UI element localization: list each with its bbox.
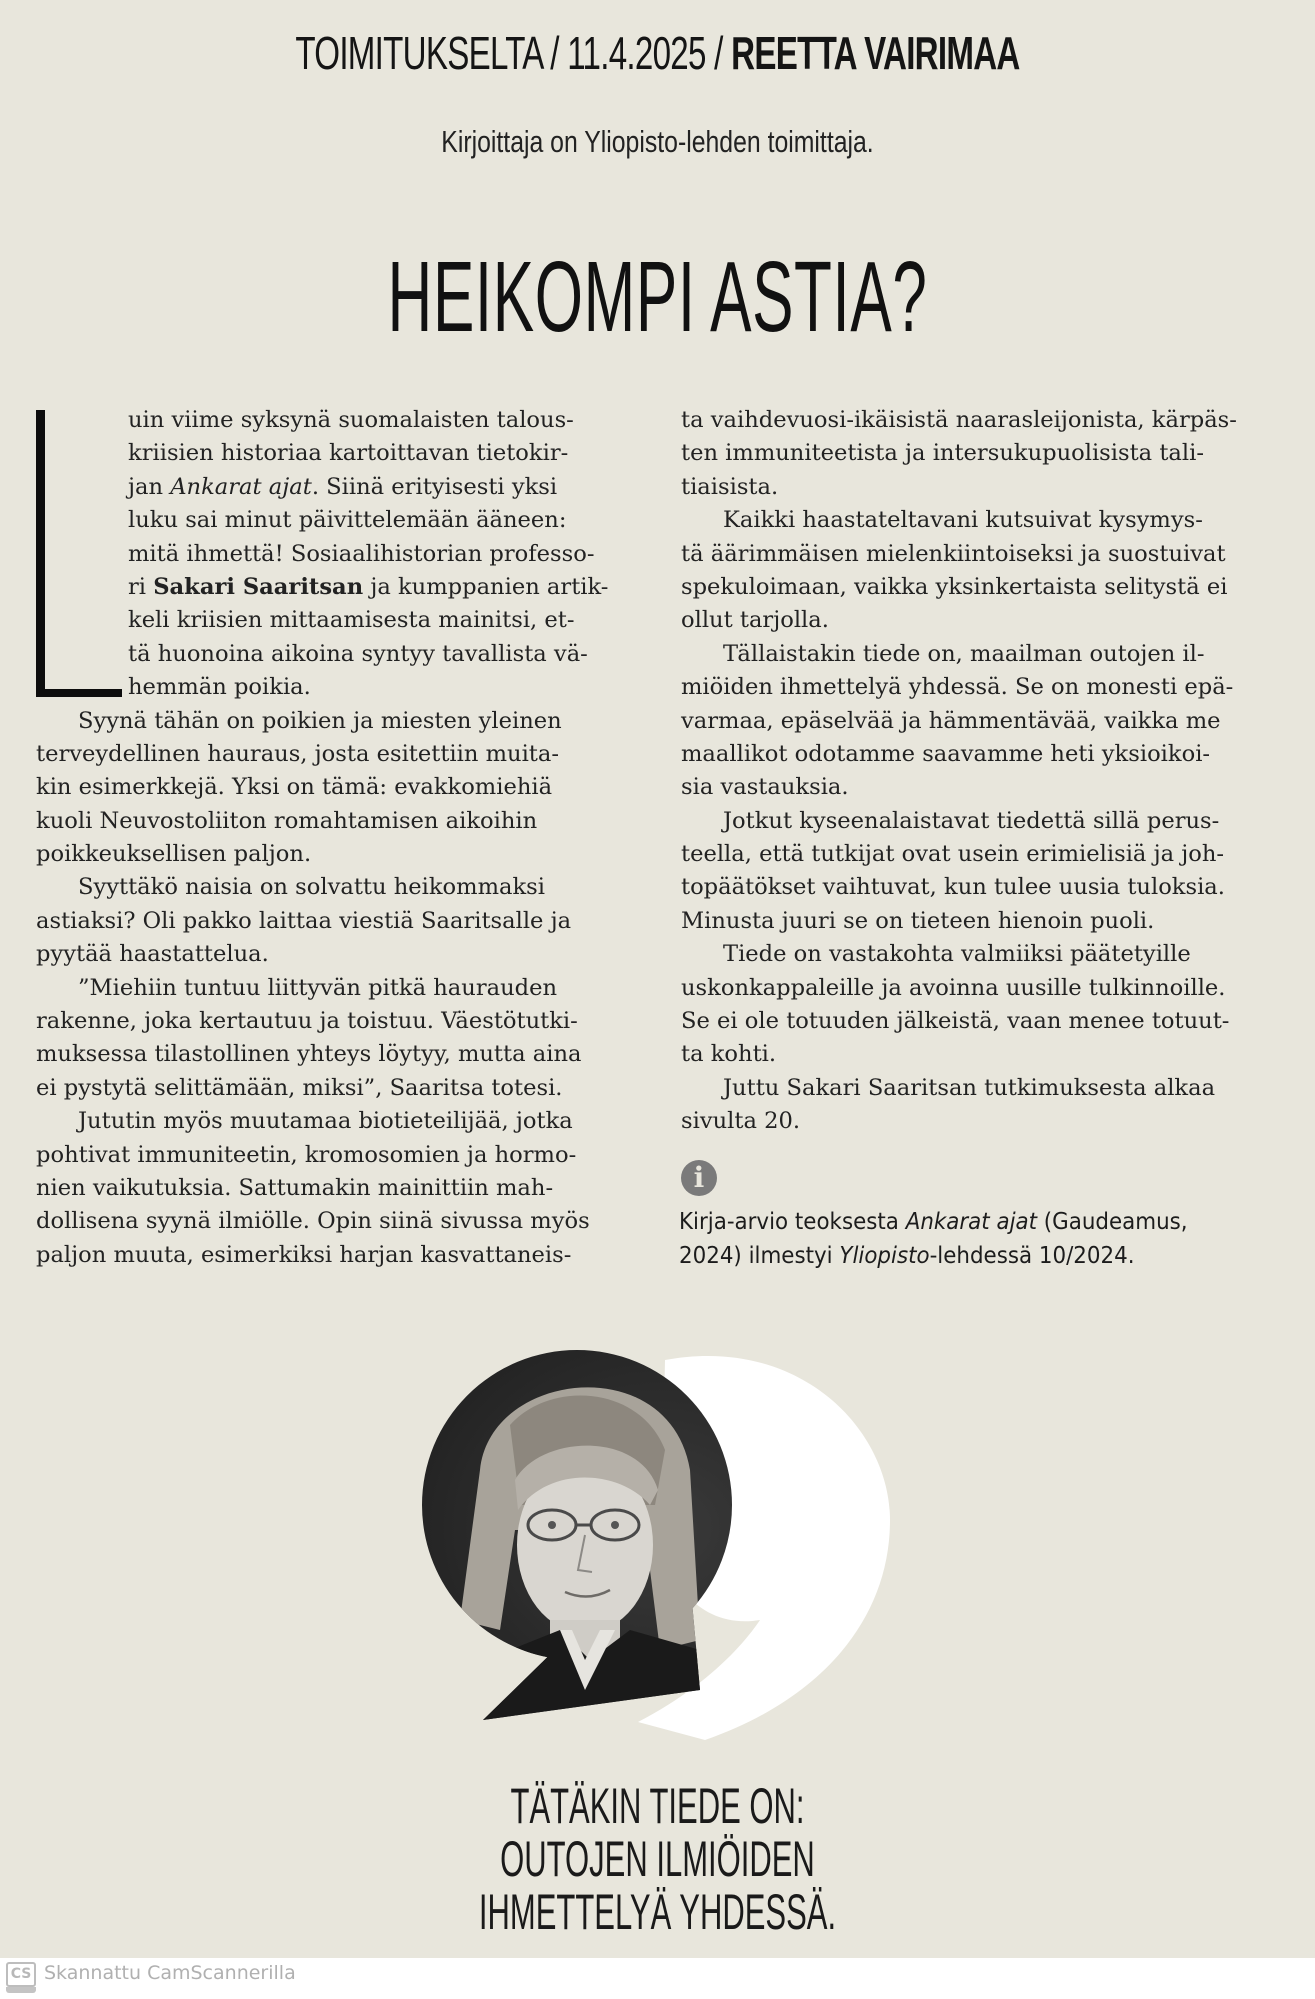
text-line: spekuloimaan, vaikka yksinkertaista selitystä ei: [681, 573, 1228, 600]
pull-quote: [250, 1780, 1065, 1939]
text-line: Juttu Sakari Saaritsan tutkimuksesta alkaa: [723, 1074, 1216, 1101]
text-line: pyytää haastattelua.: [36, 941, 269, 968]
text-line: ta vaihdevuosi-ikäisistä naarasleijonista, kärpäs-: [681, 407, 1237, 433]
text-line: poikkeuksellisen paljon.: [36, 841, 312, 868]
text-line: tä äärimmäisen mielenkiintoiseksi ja suostuivat: [681, 540, 1226, 567]
text-line: mitä ihmettä! Sosiaalihistorian professo-: [128, 540, 595, 567]
text-line: hemmän poikia.: [128, 674, 311, 701]
bold-name: Sakari Saaritsan: [153, 573, 364, 600]
text-line: pohtivat immuniteetin, kromosomien ja hormo-: [36, 1141, 577, 1168]
byline-separator: /: [541, 27, 568, 79]
info-note-line: [679, 1205, 1256, 1239]
text-line: Se ei ole totuuden jälkeistä, vaan menee totuut-: [681, 1008, 1230, 1035]
text-run: ja kumppanien artik-: [363, 573, 609, 600]
text-line: rakenne, joka kertautuu ja toistuu. Väestötutki-: [36, 1008, 578, 1035]
text-line: sivulta 20.: [681, 1108, 801, 1135]
text-line: Jotkut kyseenalaistavat tiedettä sillä perus-: [723, 807, 1220, 834]
scanner-watermark-bar: [0, 1958, 1315, 1999]
pull-quote-line: OUTOJEN ILMIÖIDEN: [500, 1831, 815, 1887]
camscanner-logo-icon: CS: [6, 1962, 36, 1987]
info-note-line: [679, 1239, 1256, 1273]
info-note: [679, 1205, 1256, 1273]
text-line: ”Miehiin tuntuu liittyvän pitkä haurauden: [78, 974, 558, 1001]
pull-quote-line: IHMETTELYÄ YHDESSÄ.: [478, 1884, 837, 1940]
text-line: dollisena syynä ilmiölle. Opin siinä sivussa myös: [36, 1208, 590, 1235]
text-line: tiaisista.: [681, 473, 779, 500]
text-line: astiaksi? Oli pakko laittaa viestiä Saaritsalle ja: [36, 907, 572, 934]
text-line: ta kohti.: [681, 1041, 777, 1068]
author-role: Kirjoittaja on Yliopisto-lehden toimittaja.: [441, 124, 874, 159]
text-run: ri: [128, 573, 154, 600]
text-line: Syynä tähän on poikien ja miesten yleinen: [78, 707, 562, 734]
text-line: kriisien historiaa kartoittavan tietokir-: [128, 440, 569, 467]
article-column-2: [681, 404, 1293, 1139]
text-line: maallikot odotamme saavamme heti yksioikoi-: [681, 740, 1211, 767]
text-line: keli kriisien mittaamisesta mainitsi, et-: [128, 607, 575, 634]
text-run: -lehdessä 10/2024.: [929, 1243, 1135, 1269]
text-run: . Siinä erityisesti yksi: [311, 473, 558, 500]
text-line: ei pystytä selittämään, miksi”, Saaritsa totesi.: [36, 1074, 563, 1101]
text-line: kuoli Neuvostoliiton romahtamisen aikoihin: [36, 807, 538, 834]
text-line: varmaa, epäselvää ja hämmentävää, vaikka me: [681, 707, 1221, 734]
author-portrait-quote-mark: [400, 1330, 920, 1770]
text-line: Tällaistakin tiede on, maailman outojen il-: [723, 640, 1205, 667]
text-line: kin esimerkkejä. Yksi on tämä: evakkomiehiä: [36, 774, 553, 801]
text-line: paljon muuta, esimerkiksi harjan kasvattaneis-: [36, 1241, 572, 1268]
text-line: tä huonoina aikoina syntyy tavallista vä-: [128, 640, 588, 667]
text-line: ten immuniteetista ja intersukupuolisista tali-: [681, 440, 1204, 467]
text-line: teella, että tutkijat ovat usein erimielisiä ja joh-: [681, 841, 1225, 868]
info-icon: i: [681, 1160, 717, 1196]
text-run: jan: [128, 473, 171, 500]
text-line: Tiede on vastakohta valmiiksi päätetyille: [723, 941, 1191, 968]
text-line: muksessa tilastollinen yhteys löytyy, mutta aina: [36, 1041, 582, 1068]
text-line: ollut tarjolla.: [681, 607, 829, 634]
byline-author: REETTA VAIRIMAA: [731, 27, 1020, 79]
text-line: Kaikki haastateltavani kutsuivat kysymys-: [723, 507, 1203, 534]
text-run: Kirja-arvio teoksesta: [679, 1209, 906, 1235]
italic-title: Yliopisto: [839, 1243, 930, 1269]
text-line: luku sai minut päivittelemään ääneen:: [128, 507, 567, 534]
headline: HEIKOMPI ASTIA?: [387, 241, 928, 353]
byline-section: TOIMITUKSELTA: [295, 27, 542, 79]
text-line: sia vastauksia.: [681, 774, 849, 801]
text-line: terveydellinen hauraus, josta esitettiin muita-: [36, 740, 559, 767]
text-line: [36, 571, 636, 604]
byline: [184, 26, 1131, 80]
italic-title: Ankarat ajat: [905, 1209, 1038, 1235]
text-line: Syyttäkö naisia on solvattu heikommaksi: [78, 874, 545, 901]
byline-separator: /: [705, 27, 732, 79]
text-line: topäätökset vaihtuvat, kun tulee uusia tuloksia.: [681, 874, 1225, 901]
text-run: (Gaudeamus,: [1037, 1209, 1188, 1235]
text-line: uskonkappaleille ja avoinna uusille tulkinnoille.: [681, 974, 1226, 1001]
italic-title: Ankarat ajat: [170, 473, 312, 500]
pull-quote-line: TÄTÄKIN TIEDE ON:: [510, 1778, 805, 1834]
text-line: Jututin myös muutamaa biotieteilijää, jotka: [78, 1108, 573, 1135]
text-line: Minusta juuri se on tieteen hienoin puoli.: [681, 907, 1155, 934]
text-line: [36, 471, 636, 504]
scanner-watermark-text: Skannattu CamScannerilla: [44, 1962, 296, 1984]
text-line: miöiden ihmettelyä yhdessä. Se on monesti epä-: [681, 674, 1234, 701]
text-line: uin viime syksynä suomalaisten talous-: [128, 407, 574, 433]
byline-date: 11.4.2025: [567, 27, 706, 79]
text-line: nien vaikutuksia. Sattumakin mainittiin mah-: [36, 1174, 554, 1201]
article-column-1: [36, 404, 636, 1272]
portrait-graphic: [400, 1330, 920, 1770]
text-run: 2024) ilmestyi: [679, 1243, 840, 1269]
